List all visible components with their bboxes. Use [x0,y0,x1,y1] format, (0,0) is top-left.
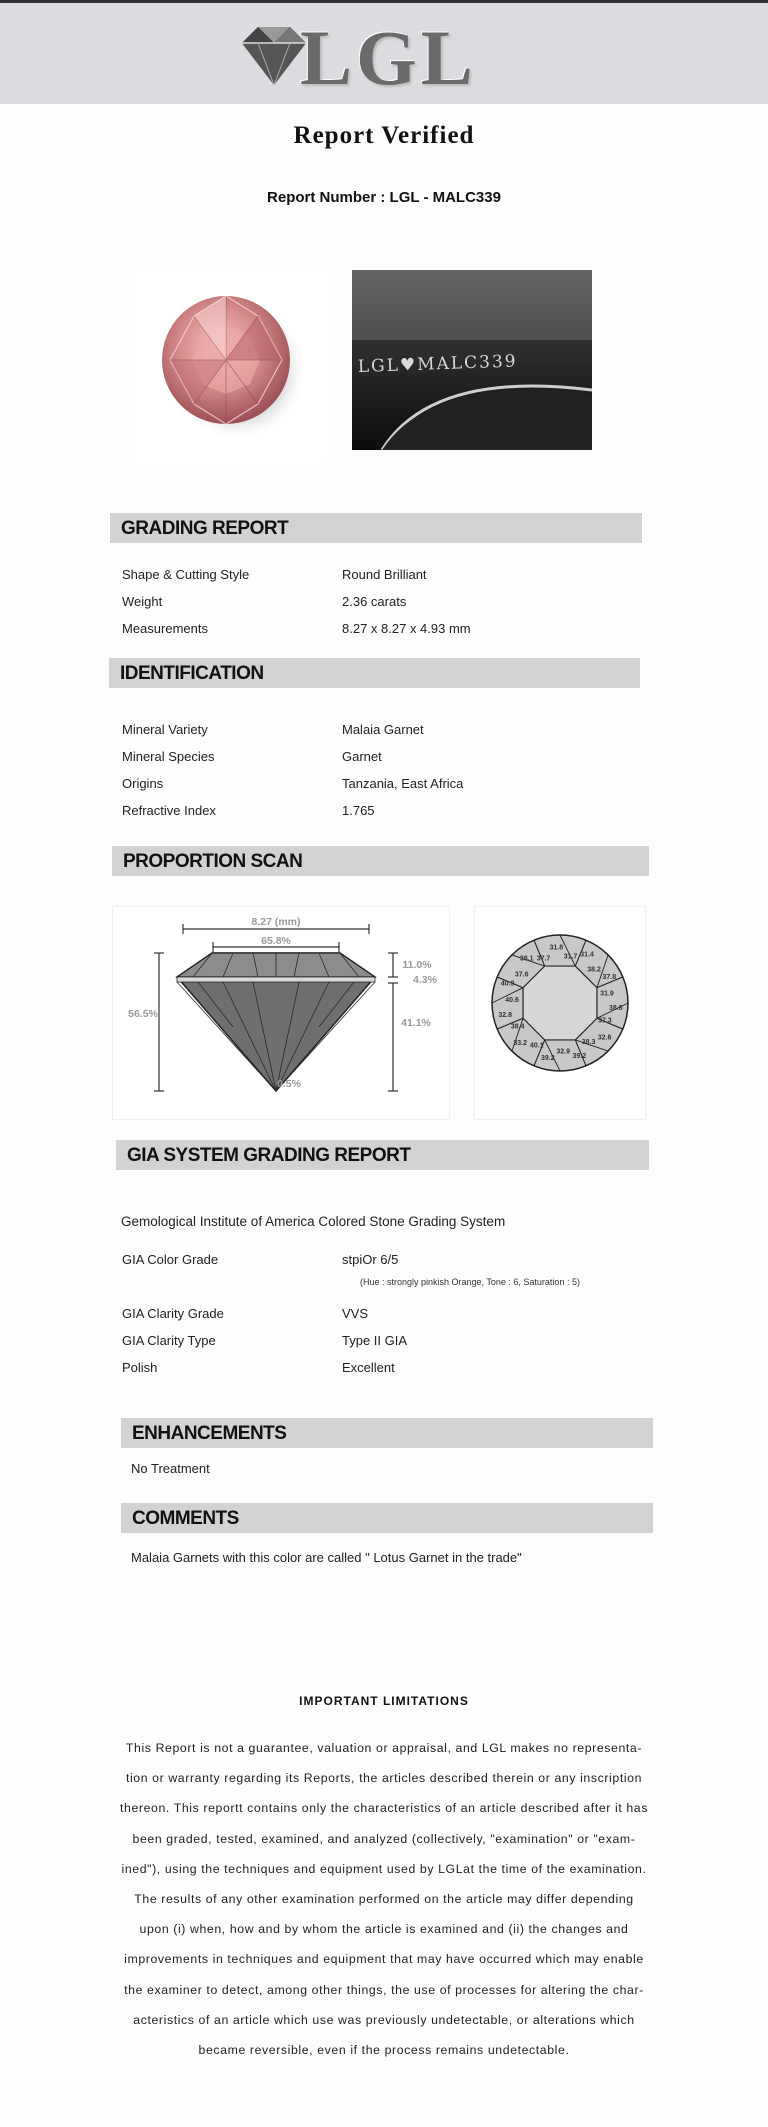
row-label: Polish [122,1360,158,1375]
facet-value: 38.6 [608,1004,623,1012]
row-label: Mineral Species [122,749,215,764]
row-value: Round Brilliant [342,567,427,582]
girdle-percent-label: 4.3% [413,974,437,986]
top-view-diagram [474,906,646,1120]
row-label: Refractive Index [122,803,216,818]
hue-note: (Hue : strongly pinkish Orange, Tone : 6, Saturation : 5) [360,1277,580,1287]
facet-value: 39.2 [572,1053,587,1061]
gemstone-photo [134,272,326,462]
crown-percent-label: 11.0% [402,959,432,971]
facet-value: 38.2 [587,966,601,974]
depth-percent-label: 56.5% [128,1008,158,1020]
comments-text: Malaia Garnets with this color are called " Lotus Garnet in the trade" [131,1550,522,1565]
row-value: Garnet [342,749,382,764]
facet-value: 40.6 [505,996,519,1004]
facet-value: 40.1 [529,1042,544,1050]
side-profile-diagram [112,906,450,1120]
row-label: Mineral Variety [122,722,208,737]
row-label: Measurements [122,621,208,636]
facet-value: 37.7 [536,955,551,963]
row-value: Malaia Garnet [342,722,424,737]
facet-value: 31.8 [549,944,564,952]
diameter-label: 8.27 (mm) [251,916,301,928]
comments-heading: COMMENTS [121,1503,653,1533]
facet-value: 31.4 [580,951,594,959]
facet-value: 40.9 [500,980,515,988]
row-value: 1.765 [342,803,375,818]
report-number: Report Number : LGL - MALC339 [267,189,501,206]
facet-value: 38.1 [519,955,534,963]
pavilion-percent-label: 41.1% [401,1017,431,1029]
facet-value: 37.3 [598,1017,612,1025]
facet-value: 39.2 [540,1055,555,1063]
limitations-body: This Report is not a guarantee, valuation or appraisal, and LGL makes no representa-tion or warranty regarding its Reports, the articles described therein or any inscription thereon. This reportt contains only the characteristics of an article described after it has been graded, tested, examined, and analyzed (collectively, "examination" or "exam-ined"), using the techniques and equipment used by LGLat the time of the examination. The results of any other examination performed on the article may differ depending upon (i) when, how and by whom the article is examined and (ii) the changes and improvements in techniques and equipment that may have occurred which may enable the examiner to detect, among other things, the use of processes for altering the char-acteristics of an article which use was previously undetectable, or alterations which became reversible, even if the process remains undetectable. [120,1741,648,2058]
culet-percent-label: 0.5% [277,1078,301,1090]
inscription-text: LGL♥MALC339 [357,351,518,377]
facet-value: 32.9 [556,1048,571,1056]
grading-report-heading: GRADING REPORT [110,513,642,543]
facet-value: 31.7 [563,953,578,961]
gia-intro-text: Gemological Institute of America Colored Stone Grading System [121,1214,506,1229]
facet-value: 33.2 [513,1039,528,1047]
facet-value: 31.9 [600,990,614,998]
limitations-heading: IMPORTANT LIMITATIONS [299,1694,469,1708]
row-value: 2.36 carats [342,594,407,609]
gia-system-heading: GIA SYSTEM GRADING REPORT [116,1140,649,1170]
page-title: Report Verified [293,122,475,149]
row-label: Weight [122,594,163,609]
inscription-photo [352,270,592,450]
row-label: GIA Clarity Type [122,1333,216,1348]
enhancements-heading: ENHANCEMENTS [121,1418,653,1448]
row-value: Type II GIA [342,1333,408,1348]
facet-value: 32.6 [597,1034,612,1042]
facet-value: 38.4 [510,1023,525,1031]
row-value: 8.27 x 8.27 x 4.93 mm [342,621,471,636]
row-label: Origins [122,776,164,791]
lgl-logo[interactable] [232,14,492,101]
identification-heading: IDENTIFICATION [109,658,640,688]
row-label: GIA Color Grade [122,1252,219,1267]
row-label: GIA Clarity Grade [122,1306,224,1321]
header-banner [0,0,768,104]
table-percent-label: 65.8% [261,935,291,947]
row-value: Excellent [342,1360,395,1375]
facet-value: 32.8 [498,1012,513,1020]
proportion-scan-heading: PROPORTION SCAN [112,846,649,876]
row-label: Shape & Cutting Style [122,567,250,582]
row-value: Tanzania, East Africa [342,776,464,791]
enhancements-text: No Treatment [131,1461,210,1476]
row-value: stpiOr 6/5 [342,1252,399,1267]
logo-text: LGL [300,14,477,101]
facet-value: 37.8 [602,973,617,981]
facet-value: 38.3 [581,1039,596,1047]
row-value: VVS [342,1306,369,1321]
facet-value: 37.6 [514,971,529,979]
